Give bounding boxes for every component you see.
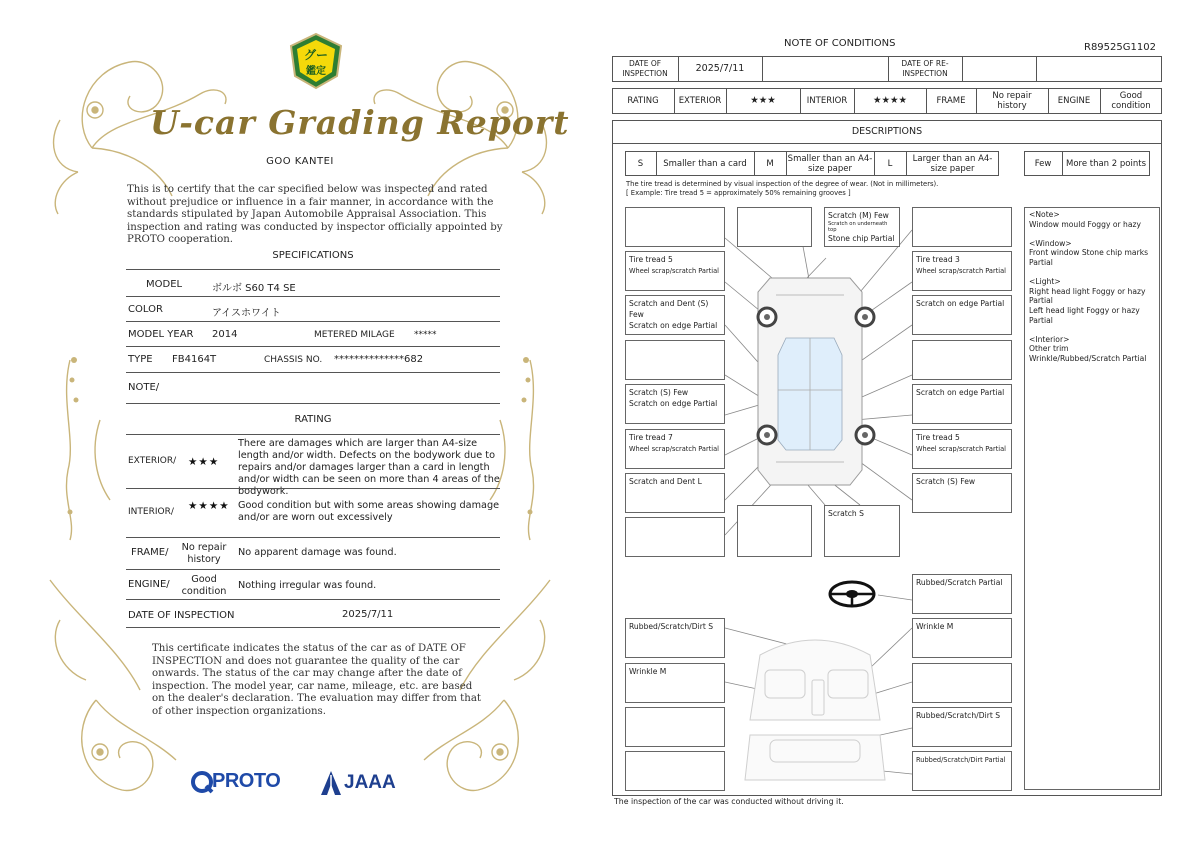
damage-box: [625, 207, 725, 247]
jaaa-logo-icon: [320, 770, 342, 796]
interior-label: INTERIOR: [806, 96, 848, 106]
conditions-title: NOTE OF CONDITIONS: [784, 38, 896, 49]
frame-label: FRAME: [936, 96, 966, 106]
type-label: TYPE: [128, 354, 153, 365]
legend-text-l: Larger than an A4-size paper: [912, 153, 993, 174]
certificate-footer: This certificate indicates the status of the car as of DATE OF INSPECTION and does not guarantee the quality of the car onwards. The status of the car may change after the date of inspection. The model year, car name, mileage, etc. are based on the dealer's declaration. The evaluation may differ from that of other inspection organizations.: [152, 643, 481, 717]
damage-text: Tire tread 7: [629, 433, 673, 442]
frame-description: No apparent damage was found.: [238, 547, 397, 558]
legend-text-s: Smaller than a card: [663, 158, 747, 169]
damage-text: Wheel scrap/scratch Partial: [629, 445, 719, 453]
report-id: R89525G1102: [1084, 42, 1156, 53]
damage-text: Scratch on underneath top: [828, 221, 888, 233]
proto-logo: PROTO: [212, 770, 281, 792]
legend-text-m: Smaller than an A4-size paper: [787, 153, 873, 174]
damage-text: Scratch on edge Partial: [916, 388, 1005, 397]
model-value: ボルボ S60 T4 SE: [212, 283, 296, 294]
tire-note-1: The tire tread is determined by visual inspection of the degree of wear. (Not in millimeters).: [626, 180, 939, 188]
damage-box-front-left-tire: [625, 251, 725, 291]
exterior-label: EXTERIOR: [678, 96, 722, 106]
type-value: FB4164T: [172, 354, 217, 365]
conditions-footer: The inspection of the car was conducted without driving it.: [614, 797, 844, 806]
certificate-subtitle: GOO KANTEI: [266, 156, 334, 167]
damage-text: Rubbed/Scratch/Dirt S: [629, 622, 714, 631]
metered-mileage-value: *****: [414, 330, 437, 340]
damage-box-dash-right: [912, 618, 1012, 658]
damage-box-left-rear-door: [625, 384, 725, 424]
damage-box-rear-right-tire: [912, 429, 1012, 469]
damage-box: [625, 707, 725, 747]
model-label: MODEL: [146, 279, 183, 290]
engine-label: ENGINE: [1057, 96, 1091, 106]
certificate-title: U-car Grading Report: [150, 103, 570, 142]
damage-text: Rubbed/Scratch Partial: [916, 578, 1003, 587]
specifications-heading: SPECIFICATIONS: [272, 250, 354, 261]
window-heading: <Window>: [1029, 238, 1072, 248]
engine-value: Good condition: [181, 574, 227, 597]
frame-label: FRAME/: [131, 547, 169, 558]
legend-code-l: L: [887, 158, 893, 169]
note-item: Window mould Foggy or hazy: [1029, 219, 1141, 229]
damage-text: Scratch on edge Partial: [629, 321, 718, 330]
certificate-intro: This is to certify that the car specified below was inspected and rated without prejudice or influence in a fair manner, in accordance with the standards stipulated by Japan Automobile Appraisal Association. This inspection and rating was conducted by inspector officially appointed by PROTO cooperation.: [127, 184, 503, 245]
damage-box: [737, 505, 812, 557]
damage-box-dash-left: [625, 618, 725, 658]
damage-box: [912, 663, 1012, 703]
damage-box-seat-left: [625, 663, 725, 703]
damage-text: Wheel scrap/scratch Partial: [916, 267, 1006, 275]
condition-notes: [1024, 207, 1160, 790]
damage-box: [625, 517, 725, 557]
legend-code-s: S: [637, 158, 644, 169]
damage-text: Scratch (S) Few: [916, 477, 976, 486]
legend-text-few: More than 2 points: [1065, 158, 1146, 169]
damage-text: Tire tread 5: [629, 255, 673, 264]
damage-box: [737, 207, 812, 247]
damage-box: [912, 207, 1012, 247]
chassis-label: CHASSIS NO.: [264, 355, 323, 365]
note-of-conditions: [600, 0, 1200, 848]
damage-text: Wheel scrap/scratch Partial: [916, 445, 1006, 453]
window-item: Front window Stone chip marks Partial: [1029, 248, 1149, 267]
damage-text: Scratch S: [828, 509, 864, 518]
date-of-reinspection-label: DATE OF RE-INSPECTION: [901, 59, 949, 78]
date-of-inspection-value: 2025/7/11: [342, 609, 394, 620]
exterior-description: There are damages which are larger than A4-size length and/or width. Defects on the bodywork due to repairs and/or damages larger than a card in length and/or width can be seen on more than 4 areas of the bodywork.: [238, 438, 500, 497]
chassis-value: **************682: [334, 354, 424, 365]
note-label: NOTE/: [128, 382, 160, 393]
rating-label: RATING: [627, 96, 659, 106]
color-label: COLOR: [128, 304, 163, 315]
damage-text: Scratch on edge Partial: [916, 299, 1005, 308]
damage-box: [625, 751, 725, 791]
damage-box-rear-center: [824, 505, 900, 557]
damage-text: Scratch and Dent L: [629, 477, 702, 486]
damage-text: Scratch and Dent (S) Few: [629, 299, 709, 319]
color-value: アイスホワイト: [212, 308, 281, 319]
note-heading: <Note>: [1029, 210, 1060, 219]
legend-code-m: M: [766, 158, 774, 169]
light-item: Left head light Foggy or hazy Partial: [1029, 305, 1140, 325]
damage-box-top-center: [824, 207, 900, 247]
damage-box-right-rear-door: [912, 384, 1012, 424]
metered-mileage-label: METERED MILAGE: [314, 330, 395, 340]
damage-text: Scratch (S) Few: [629, 388, 689, 397]
damage-box-right-door: [912, 295, 1012, 335]
damage-box-seat-right: [912, 707, 1012, 747]
exterior-stars: ★★★: [750, 95, 776, 106]
damage-box-rear-left-tire: [625, 429, 725, 469]
damage-box: [912, 340, 1012, 380]
descriptions-heading: DESCRIPTIONS: [851, 126, 923, 137]
damage-box: [625, 340, 725, 380]
interior-stars: ★★★★: [188, 500, 230, 512]
damage-box-front-right-tire: [912, 251, 1012, 291]
engine-description: Nothing irregular was found.: [238, 580, 377, 591]
damage-box-steering: [912, 574, 1012, 614]
damage-text: Scratch on edge Partial: [629, 399, 718, 408]
proto-logo-icon: [190, 770, 214, 794]
date-of-inspection-label: DATE OF INSPECTION: [128, 610, 235, 621]
damage-box-left-rear: [625, 473, 725, 513]
date-of-inspection-label: DATE OF INSPECTION: [622, 59, 668, 78]
legend-code-few: Few: [1034, 158, 1052, 169]
damage-text: Wheel scrap/scratch Partial: [629, 267, 719, 275]
exterior-stars: ★★★: [188, 456, 220, 468]
svg-text:グー: グー: [303, 48, 329, 62]
interior-label: INTERIOR/: [128, 507, 174, 517]
damage-box-left-door: [625, 295, 725, 335]
rating-heading: RATING: [294, 414, 332, 425]
light-item: Right head light Foggy or hazy Partial: [1029, 286, 1146, 306]
goo-kantei-badge: [287, 32, 345, 90]
interior-heading: <Interior>: [1029, 334, 1070, 344]
damage-text: Wrinkle M: [629, 667, 667, 676]
frame-value: No repair history: [992, 91, 1032, 111]
interior-description: Good condition but with some areas showing damage and/or are worn out excessively: [238, 500, 500, 523]
interior-stars: ★★★★: [872, 95, 908, 106]
damage-text: Stone chip Partial: [828, 234, 895, 243]
svg-text:鑑定: 鑑定: [306, 66, 326, 77]
model-year-value: 2014: [212, 329, 238, 340]
engine-value: Good condition: [1111, 91, 1151, 111]
damage-text: Wrinkle M: [916, 622, 954, 631]
date-of-inspection-value: 2025/7/11: [695, 63, 745, 74]
damage-text: Tire tread 5: [916, 433, 960, 442]
interior-item: Other trim Wrinkle/Rubbed/Scratch Partial: [1029, 344, 1147, 363]
engine-label: ENGINE/: [128, 579, 170, 590]
damage-text: Tire tread 3: [916, 255, 960, 264]
exterior-label: EXTERIOR/: [128, 456, 177, 466]
model-year-label: MODEL YEAR: [128, 329, 194, 340]
jaaa-logo: JAAA: [344, 772, 396, 793]
frame-value: No repair history: [181, 542, 227, 565]
tire-note-2: [ Example: Tire tread 5 = approximately 50% remaining grooves ]: [626, 189, 851, 197]
damage-box-right-rear: [912, 473, 1012, 513]
light-heading: <Light>: [1029, 277, 1061, 287]
damage-box-rear-seat-right: [912, 751, 1012, 791]
damage-text: Scratch (M) Few: [828, 211, 889, 220]
damage-text: Rubbed/Scratch/Dirt S: [916, 711, 1001, 720]
damage-text: Rubbed/Scratch/Dirt Partial: [916, 756, 1006, 764]
